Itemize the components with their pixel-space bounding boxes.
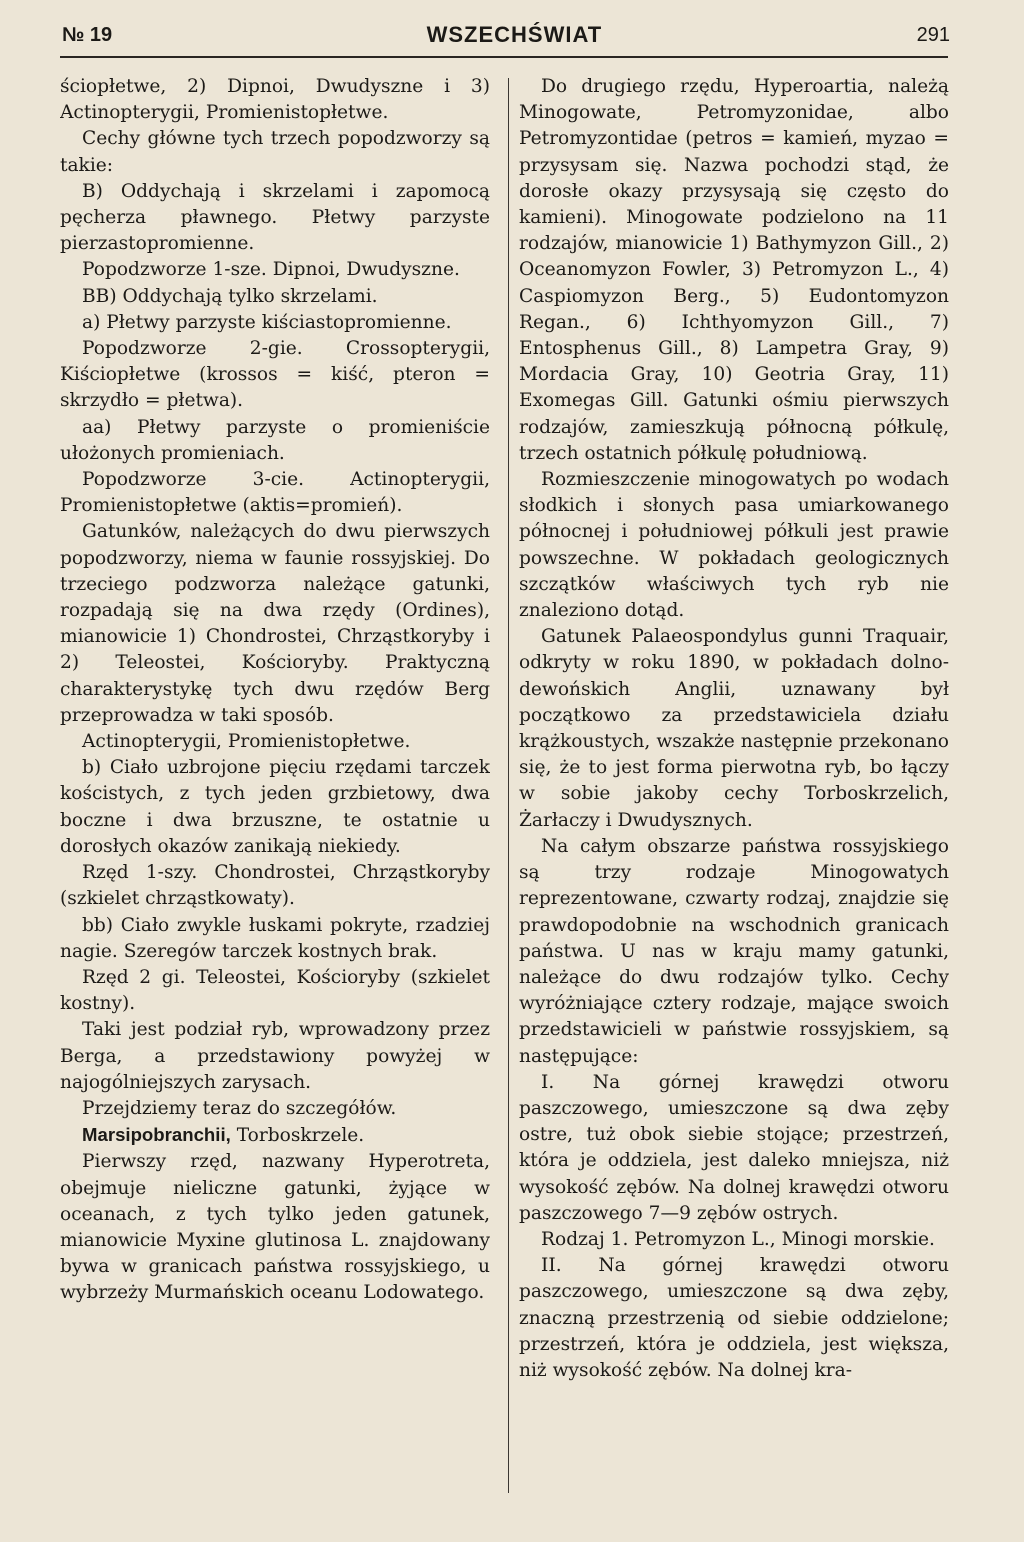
journal-title: WSZECHŚWIAT [426,22,603,47]
paragraph: Rzęd 1-szy. Chondrostei, Chrząstkoryby (szkielet chrząstkowaty). [60,862,490,910]
section-heading [60,1122,490,1149]
paragraph: b) Ciało uzbrojone pięciu rzędami tarczek kościstych, z tych jeden grzbietowy, dwa boczne i dwa brzuszne, te ostatnie u dorosłych okazów zanikają niekiedy. [60,757,490,857]
issue-number: № 19 [62,23,113,46]
section-heading-bold: Marsipobranchii, [82,1124,231,1146]
paragraph: Rzęd 2 gi. Teleostei, Kościoryby (szkielet kostny). [60,966,490,1015]
left-column [60,74,490,1514]
paragraph: aa) Płetwy parzyste o promieniście ułożonych promieniach. [60,416,490,464]
paragraph: Gatunek Palaeospondylus gunni Traquair, odkryty w roku 1890, w pokładach dolno-dewońskich Anglii, uznawany był początkowo za przedstawiciela działu krążkoustych, wszakże następnie przekonano się, że to jest forma pierwotna ryb, bo łączy w sobie jakoby cechy Torboskrzelich, Żarłaczy i Dwudysznych. [519,626,949,831]
section-heading-rest: Torboskrzele. [230,1125,365,1147]
paragraph: Actinopterygii, Promienistopłetwe. [82,731,411,753]
paragraph: Taki jest podział ryb, wprowadzony przez Berga, a przedstawiony powyżej w najogólniejszych zarysach. [60,1019,490,1093]
paragraph: Popodzworze 1-sze. Dipnoi, Dwudyszne. [82,259,460,281]
paragraph: I. Na górnej krawędzi otworu paszczowego, umieszczone są dwa zęby ostre, tuż obok siebie stojące; przestrzeń, która je oddziela, jest daleko mniejsza, niż wysokość zębów. Na dolnej krawędzi otworu paszczowego 7—9 zębów ostrych. [519,1071,949,1224]
paragraph: B) Oddychają i skrzelami i zapomocą pęcherza pławnego. Płetwy parzyste pierzastopromienne. [60,180,490,255]
page-number: 291 [916,23,950,46]
paragraph: Do drugiego rzędu, Hyperoartia, należą Minogowate, Petromyzonidae, albo Petromyzontidae (petros = kamień, myzao = przysysam się. Nazwa pochodzi stąd, że dorosłe okazy przysysają się często do kamieni). Minogowate podzielono na 11 rodzajów, mianowicie 1) Bathymyzon Gill., 2) Oceanomyzon Fowler, 3) Petromyzon L., 4) Caspiomyzon Berg., 5) Eudontomyzon Regan., 6) Ichthyomyzon Gill., 7) Entosphenus Gill., 8) Lampetra Gray, 9) Mordacia Gray, 10) Geotria Gray, 11) Exomegas Gill. Gatunki ośmiu pierwszych rodzajów, zamieszkują północną półkulę, trzech ostatnich półkulę południową. [519,76,949,464]
paragraph: Popodzworze 2-gie. Crossopterygii, Kiściopłetwe (krossos = kiść, pteron = skrzydło = płetwa). [60,338,490,412]
paragraph: ściopłetwe, 2) Dipnoi, Dwudyszne i 3) Actinopterygii, Promienistopłetwe. [60,76,490,124]
right-column [519,74,949,1514]
column-divider [508,78,509,1493]
paragraph: a) Płetwy parzyste kiściastopromienne. [82,311,452,333]
paragraph: Rozmieszczenie minogowatych po wodach słodkich i słonych pasa umiarkowanego północnej i południowej półkuli jest prawie powszechne. W pokładach geologicznych szczątków właściwych tych ryb nie znaleziono dotąd. [519,469,949,622]
paragraph: II. Na górnej krawędzi otworu paszczowego, umieszczone są dwa zęby, znaczną przestrzenią od siebie oddzielone; przestrzeń, która je oddziela, jest większa, niż wysokość zębów. Na dolnej kra- [519,1255,949,1381]
header-rule [60,56,948,58]
paragraph: Popodzworze 3-cie. Actinopterygii, Promienistopłetwe (aktis=promień). [60,469,490,517]
running-header [62,18,950,52]
paragraph: bb) Ciało zwykle łuskami pokryte, rzadziej nagie. Szeregów tarczek kostnych brak. [60,914,490,962]
paragraph: Pierwszy rzęd, nazwany Hyperotreta, obejmuje nieliczne gatunki, żyjące w oceanach, z tych tylko jeden gatunek, mianowicie Myxine glutinosa L. znajdowany bywa w granicach państwa rossyjskiego, u wybrzeży Murmańskich oceanu Lodowatego. [60,1151,490,1304]
paragraph: Na całym obszarze państwa rossyjskiego są trzy rodzaje Minogowatych reprezentowane, czwarty rodzaj, znajdzie się prawdopodobnie na wschodnich granicach państwa. U nas w kraju mamy gatunki, należące do dwu rodzajów tylko. Cechy wyróżniające cztery rodzaje, mające swoich przedstawicieli w państwie rossyjskiem, są następujące: [519,835,949,1067]
paragraph: BB) Oddychają tylko skrzelami. [82,285,378,307]
paragraph: Rodzaj 1. Petromyzon L., Minogi morskie. [541,1228,935,1250]
paragraph: Gatunków, należących do dwu pierwszych popodzworzy, niema w faunie rossyjskiej. Do trzeciego podzworza należące gatunki, rozpadają się na dwa rzędy (Ordines), mianowicie 1) Chondrostei, Chrząstkoryby i 2) Teleostei, Kościoryby. Praktyczną charakterystykę tych dwu rzędów Berg przeprowadza w taki sposób. [60,521,490,726]
paragraph: Cechy główne tych trzech popodzworzy są takie: [60,128,490,176]
paragraph: Przejdziemy teraz do szczegółów. [82,1097,397,1119]
